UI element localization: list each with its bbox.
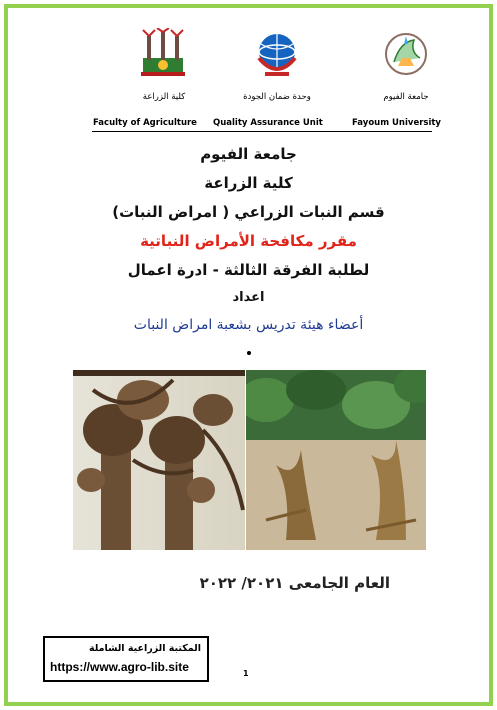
fayoum-university-logo-icon (380, 28, 432, 80)
library-box (43, 636, 209, 682)
quality-unit-label-en: Quality Assurance Unit (213, 118, 323, 128)
course-title: مقرر مكافحة الأمراض النباتية (140, 232, 357, 250)
department-title: قسم النبات الزراعي ( امراض النبات) (112, 203, 385, 221)
faculty-label-ar: كلية الزراعة (142, 92, 186, 102)
quality-unit-label-ar: وحدة ضمان الجودة (243, 92, 311, 102)
university-label-en: Fayoum University (352, 118, 441, 128)
page-border (4, 4, 493, 706)
academic-year: العام الجامعى ٢٠٢١/ ٢٠٢٢ (199, 574, 390, 592)
wilted-plants-photo (246, 370, 426, 550)
library-link[interactable]: https://www.agro-lib.site (50, 660, 189, 674)
bullet-dot (247, 351, 251, 355)
header-divider (92, 131, 432, 132)
root-galls-photo (73, 370, 245, 550)
faculty-label-en: Faculty of Agriculture (93, 118, 197, 128)
authors-title: أعضاء هيئة تدريس بشعبة امراض النبات (133, 317, 364, 333)
agriculture-faculty-logo-icon (137, 28, 189, 80)
library-name: المكتبة الزراعية الشاملة (88, 643, 201, 654)
students-title: لطلبة الفرقة الثالثة - ادرة اعمال (127, 261, 370, 279)
university-title: جامعة الفيوم (200, 145, 297, 163)
quality-assurance-logo-icon (251, 28, 303, 80)
page-number: 1 (243, 669, 249, 678)
university-label-ar: جامعة الفيوم (383, 92, 429, 102)
prepared-by-label: اعداد (232, 290, 265, 305)
faculty-title: كلية الزراعة (204, 174, 293, 192)
